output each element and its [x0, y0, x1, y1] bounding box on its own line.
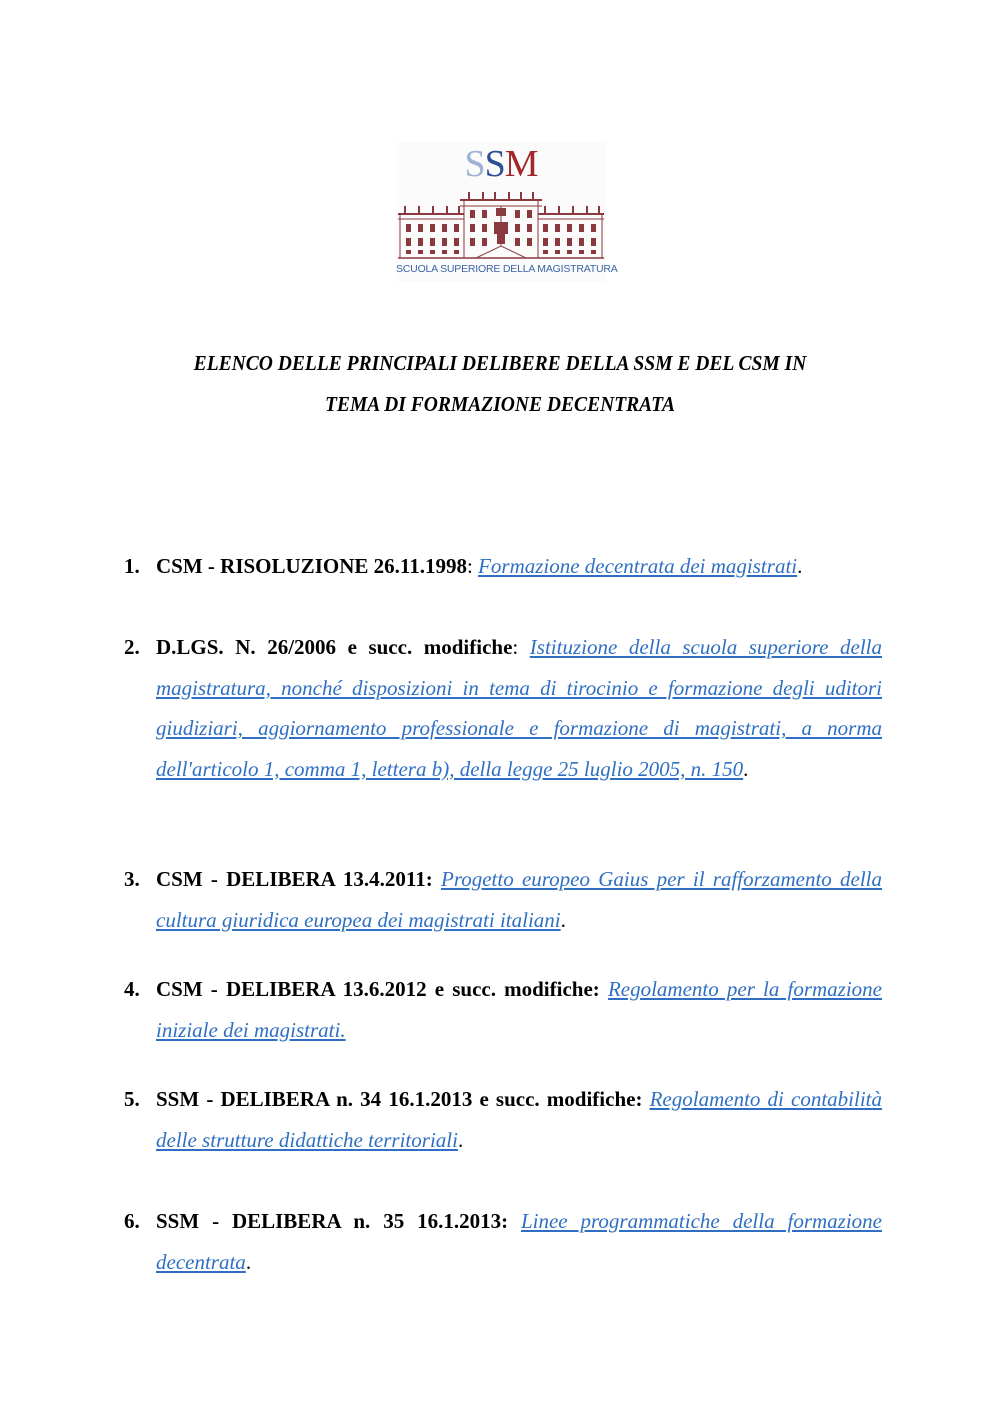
item-number: 6.	[124, 1209, 140, 1233]
item-link[interactable]: Formazione decentrata dei magistrati	[478, 554, 798, 578]
document-title-line-1: ELENCO DELLE PRINCIPALI DELIBERE DELLA SSM E DEL CSM IN	[193, 351, 807, 375]
list-item	[120, 1079, 882, 1160]
item-reference: CSM - DELIBERA 13.4.2011:	[156, 867, 433, 891]
document-title	[128, 343, 872, 425]
item-number: 4.	[124, 977, 140, 1001]
item-tail: .	[457, 1127, 464, 1152]
logo-letter-s-dark: S	[484, 143, 505, 185]
logo-ssm-mark	[396, 144, 606, 184]
item-number: 2.	[124, 635, 140, 659]
item-reference: CSM - DELIBERA 13.6.2012 e succ. modifiche:	[156, 977, 600, 1001]
palace-building-icon	[398, 186, 604, 260]
list-item	[120, 627, 882, 789]
item-separator	[642, 1087, 649, 1111]
logo-letter-m: M	[504, 143, 538, 185]
logo-caption: SCUOLA SUPERIORE DELLA MAGISTRATURA	[396, 263, 618, 275]
item-reference: D.LGS. N. 26/2006 e succ. modifiche	[156, 635, 513, 659]
item-number: 3.	[124, 867, 140, 891]
ssm-logo	[396, 142, 618, 282]
item-number: 5.	[124, 1087, 140, 1111]
item-reference: SSM - DELIBERA n. 35 16.1.2013:	[156, 1209, 509, 1233]
item-tail: .	[743, 756, 749, 781]
list-item	[120, 1201, 882, 1282]
item-tail: .	[245, 1249, 252, 1274]
item-link[interactable]: Progetto europeo Gaius per il rafforzamento della cultura giuridica europea dei magistrati italiani	[156, 867, 883, 932]
item-tail: .	[797, 554, 803, 578]
list-item	[120, 859, 882, 940]
list-item	[120, 546, 882, 587]
logo-letter-s-light: S	[464, 143, 485, 185]
item-link[interactable]: Regolamento per la formazione iniziale dei magistrati.	[156, 977, 883, 1042]
document-title-line-2: TEMA DI FORMAZIONE DECENTRATA	[324, 392, 675, 416]
item-link[interactable]: Regolamento di contabilità delle strutture didattiche territoriali	[156, 1087, 882, 1152]
item-reference: SSM - DELIBERA n. 34 16.1.2013 e succ. modifiche:	[156, 1087, 643, 1111]
item-reference: CSM - RISOLUZIONE 26.11.1998	[156, 554, 467, 578]
item-separator	[433, 867, 441, 891]
item-number: 1.	[124, 554, 140, 578]
item-separator	[508, 1209, 521, 1233]
item-link[interactable]: Linee programmatiche della formazione decentrata	[156, 1209, 882, 1274]
item-separator	[600, 977, 608, 1001]
item-link[interactable]: Istituzione della scuola superiore della magistratura, nonché disposizioni in tema di tirocinio e formazione degli uditori giudiziari, aggiornamento professionale e formazione di magistrati, a norma dell'articolo 1, comma 1, lettera b), della legge 25 luglio 2005, n. 150	[156, 635, 882, 781]
item-separator: :	[512, 635, 530, 659]
item-separator: :	[466, 554, 479, 578]
item-tail: .	[560, 907, 566, 932]
list-item	[120, 969, 882, 1050]
